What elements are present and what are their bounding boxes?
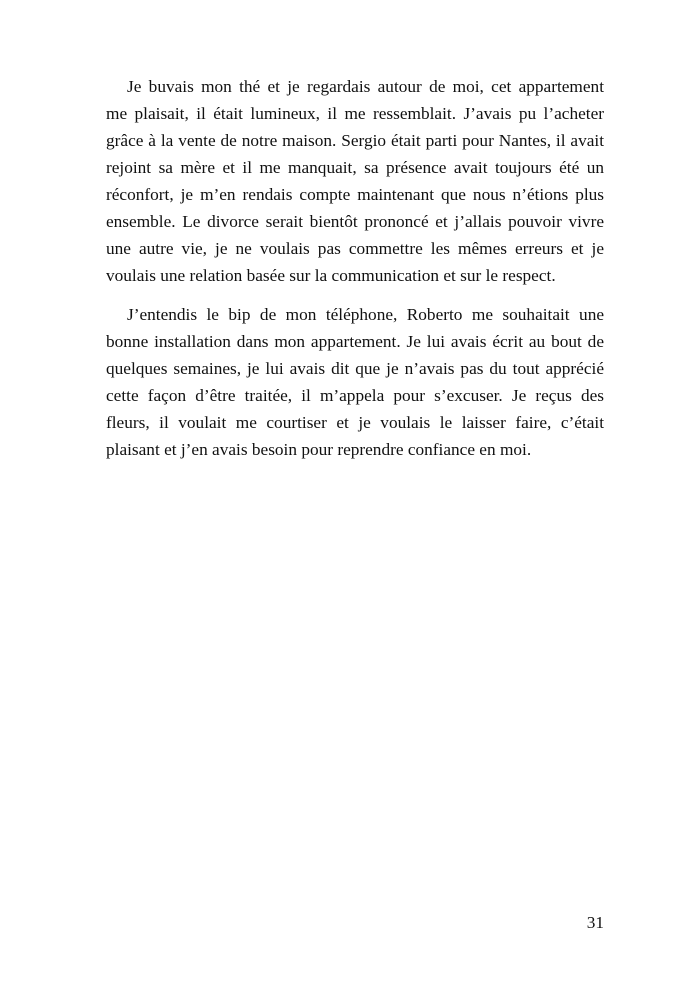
text-line: voulais une relation basée sur la communication et sur le respect. (106, 266, 556, 285)
text-line: J’entendis le bip de mon téléphone, Roberto me souhaitait une (127, 305, 604, 324)
text-line: une autre vie, je ne voulais pas commettre les mêmes erreurs et je (106, 239, 604, 258)
paragraph-2 (106, 301, 604, 463)
paragraph-1 (106, 73, 604, 289)
text-line: réconfort, je m’en rendais compte maintenant que nous n’étions plus (106, 185, 604, 204)
text-line: Je buvais mon thé et je regardais autour de moi, cet appartement (127, 77, 604, 96)
text-line: grâce à la vente de notre maison. Sergio était parti pour Nantes, il avait (106, 131, 604, 150)
text-line: me plaisait, il était lumineux, il me ressemblait. J’avais pu l’acheter (106, 104, 604, 123)
text-line: quelques semaines, je lui avais dit que je n’avais pas du tout apprécié (106, 359, 604, 378)
text-line: ensemble. Le divorce serait bientôt prononcé et j’allais pouvoir vivre (106, 212, 604, 231)
text-line: rejoint sa mère et il me manquait, sa présence avait toujours été un (106, 158, 604, 177)
text-line: bonne installation dans mon appartement. Je lui avais écrit au bout de (106, 332, 604, 351)
text-line: fleurs, il voulait me courtiser et je voulais le laisser faire, c’était (106, 413, 604, 432)
text-line: plaisant et j’en avais besoin pour reprendre confiance en moi. (106, 440, 532, 459)
text-line: cette façon d’être traitée, il m’appela pour s’excuser. Je reçus des (106, 386, 604, 405)
page-number: 31 (586, 913, 604, 932)
